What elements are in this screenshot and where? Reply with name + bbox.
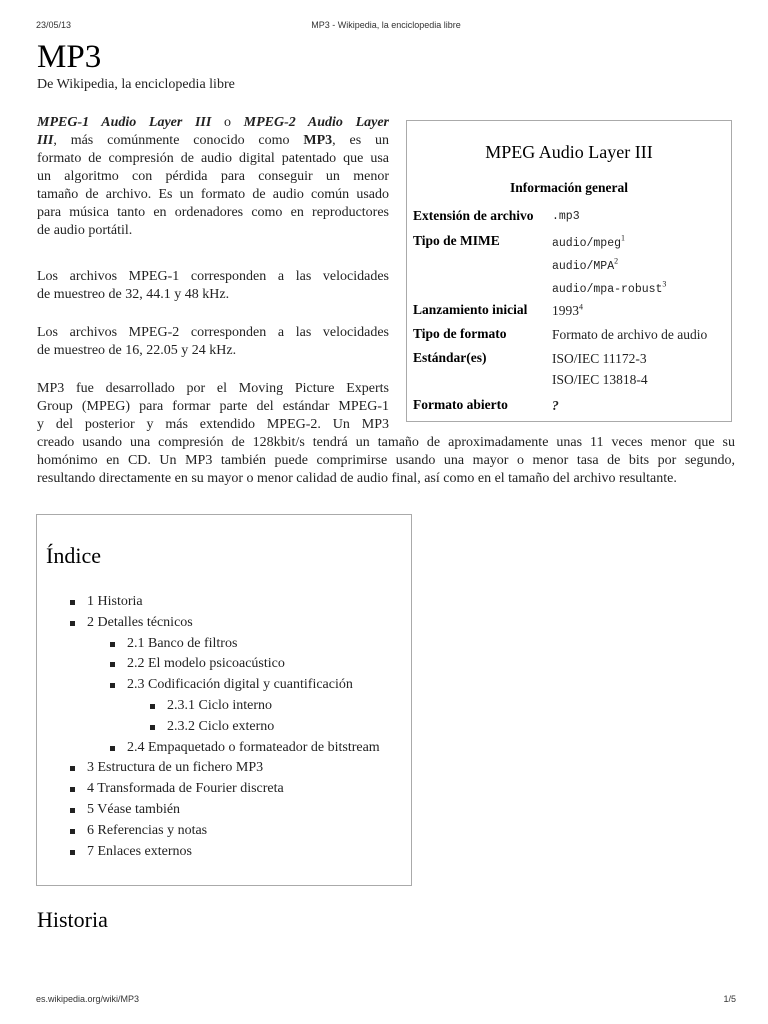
p1-line-5: tamaño de archivo. Es un formato de audio común usado <box>37 187 389 202</box>
toc-item-number: 2.4 <box>127 739 145 755</box>
p1-line-4: un algoritmo con pérdida para conseguir un menor <box>37 169 389 184</box>
toc-item[interactable] <box>127 676 353 694</box>
print-url: es.wikipedia.org/wiki/MP3 <box>36 994 140 1004</box>
bullet-icon <box>150 725 155 730</box>
infobox-label: Formato abierto <box>413 397 508 412</box>
toc-item-number: 2.3.1 <box>167 698 195 713</box>
toc-item[interactable] <box>87 801 180 819</box>
p1-line-3: formato de compresión de audio digital patentado que usa <box>37 151 389 166</box>
toc-item-label: Codificación digital y cuantificación <box>148 677 353 693</box>
p1-line-6: para música tanto en ordenadores como en reproductores <box>37 205 389 220</box>
term-mp3: MP3 <box>303 133 333 148</box>
toc-item[interactable] <box>127 635 237 653</box>
p4-line-2: Group (MPEG) para formar parte del estándar MPEG-1 <box>37 399 389 414</box>
p3-line-1: Los archivos MPEG-2 corresponden a las velocidades <box>37 325 389 340</box>
standard: ISO/IEC 11172-3 <box>552 351 647 366</box>
infobox-value: Formato de archivo de audio <box>552 327 708 342</box>
bullet-icon <box>110 683 115 688</box>
standard: ISO/IEC 13818-4 <box>552 372 648 387</box>
toc-item-label: Ciclo externo <box>198 718 275 734</box>
bullet-icon <box>70 850 75 855</box>
toc-item[interactable] <box>87 593 143 611</box>
footnote-ref[interactable]: 4 <box>579 302 583 312</box>
p4-line-3: y del posterior y más extendido MPEG-2. Un MP3 <box>37 417 389 432</box>
toc-item-label: Detalles técnicos <box>97 614 193 630</box>
table-of-contents <box>36 514 412 886</box>
bullet-icon <box>150 704 155 709</box>
bullet-icon <box>70 787 75 792</box>
term-mpeg2-cont: III <box>37 133 54 148</box>
release-year: 1993 <box>552 303 579 318</box>
toc-item-number: 1 <box>87 594 94 609</box>
infobox-value[interactable]: ? <box>552 398 559 413</box>
toc-item-label: Véase también <box>97 802 181 817</box>
p4-line-6: resultando directamente en su mayor o menor calidad de audio final, así como en el tamaño del archivo resultante. <box>37 471 677 486</box>
toc-item[interactable] <box>87 780 284 798</box>
toc-item[interactable] <box>127 739 380 757</box>
bullet-icon <box>70 829 75 834</box>
toc-item-label: Empaquetado o formateador de bitstream <box>148 739 380 755</box>
p1-line-2 <box>37 132 389 150</box>
p4-line-1: MP3 fue desarrollado por el Moving Picture Experts <box>37 381 389 396</box>
p1-text: , más comúnmente conocido como <box>53 133 304 148</box>
infobox-title: MPEG Audio Layer III <box>485 142 653 162</box>
infobox-value <box>552 300 583 321</box>
bullet-icon <box>110 662 115 667</box>
toc-item-label: Ciclo interno <box>198 698 272 713</box>
toc-item[interactable] <box>167 697 272 715</box>
section-heading-historia: Historia <box>37 907 108 932</box>
infobox-value: .mp3 <box>552 210 580 223</box>
term-mpeg2: MPEG-2 Audio Layer <box>243 115 389 130</box>
toc-item[interactable] <box>87 843 192 861</box>
footnote-ref[interactable]: 3 <box>662 279 667 289</box>
toc-item-label: Historia <box>97 594 143 609</box>
intro-paragraph-1 <box>37 114 389 240</box>
bullet-icon <box>70 766 75 771</box>
infobox-label: Tipo de formato <box>413 326 507 341</box>
toc-item-number: 5 <box>87 802 94 817</box>
toc-item-label: Banco de filtros <box>148 635 238 651</box>
infobox-label: Lanzamiento inicial <box>413 302 528 317</box>
p2-line-2: de muestreo de 32, 44.1 y 48 kHz. <box>37 287 230 302</box>
p2-line-1: Los archivos MPEG-1 corresponden a las velocidades <box>37 269 389 284</box>
infobox-section-header: Información general <box>509 180 629 195</box>
toc-item[interactable] <box>87 822 207 840</box>
bullet-icon <box>70 808 75 813</box>
toc-item-number: 4 <box>87 781 94 797</box>
infobox-label: Tipo de MIME <box>413 233 500 248</box>
toc-item-number: 2.1 <box>127 635 145 651</box>
print-footer <box>36 994 736 1006</box>
p1-line-7: de audio portátil. <box>37 223 133 238</box>
bullet-icon <box>110 746 115 751</box>
infobox-label: Extensión de archivo <box>413 208 534 223</box>
mime-type: audio/mpa-robust <box>552 283 663 296</box>
footnote-ref[interactable]: 2 <box>614 256 619 266</box>
p3-line-2: de muestreo de 16, 22.05 y 24 kHz. <box>37 343 237 358</box>
bullet-icon <box>70 600 75 605</box>
toc-item-number: 2 <box>87 614 94 630</box>
toc-item-number: 2.3 <box>127 677 145 693</box>
page-subtitle: De Wikipedia, la enciclopedia libre <box>37 77 235 92</box>
toc-item-number: 6 <box>87 822 94 838</box>
article-header <box>37 38 735 94</box>
toc-item[interactable] <box>167 718 274 736</box>
mime-type: audio/MPA <box>552 260 615 273</box>
term-mpeg1: MPEG-1 Audio Layer III <box>37 115 212 130</box>
toc-item[interactable] <box>87 759 263 777</box>
toc-item[interactable] <box>87 614 193 632</box>
infobox-label: Estándar(es) <box>413 350 487 365</box>
page-title: MP3 <box>37 39 102 75</box>
toc-item-number: 2.3.2 <box>167 718 195 734</box>
toc-title: Índice <box>46 543 101 568</box>
bullet-icon <box>110 642 115 647</box>
print-page-title: MP3 - Wikipedia, la enciclopedia libre <box>311 20 461 30</box>
p1-text: , es un <box>332 133 389 148</box>
bullet-icon <box>70 621 75 626</box>
toc-item[interactable] <box>127 655 285 673</box>
intro-paragraph-3 <box>37 324 389 360</box>
p4-line-4: creado usando una compresión de 128kbit/s tendrá un tamaño de aproximadamente unas 11 veces menor que su <box>37 435 735 450</box>
p1-text: o <box>211 115 244 130</box>
print-date: 23/05/13 <box>36 20 72 30</box>
print-header <box>36 20 736 32</box>
p4-line-5: homónimo en CD. Un MP3 también puede comprimirse usando una mayor o menor tasa de bits por segundo, <box>37 453 735 468</box>
toc-item-number: 3 <box>87 760 94 776</box>
toc-item-number: 7 <box>87 843 94 859</box>
p1-line-1 <box>37 114 389 132</box>
toc-item-label: Enlaces externos <box>97 843 192 859</box>
infobox <box>406 120 732 422</box>
mime-type: audio/mpeg <box>552 237 622 250</box>
toc-item-label: El modelo psicoacústico <box>148 656 285 672</box>
print-page-number: 1/5 <box>723 994 736 1004</box>
intro-paragraph-2 <box>37 268 389 304</box>
toc-item-label: Estructura de un fichero MP3 <box>97 760 264 776</box>
footnote-ref[interactable]: 1 <box>621 233 626 243</box>
infobox-value <box>552 348 648 390</box>
toc-item-label: Transformada de Fourier discreta <box>97 781 284 797</box>
toc-item-number: 2.2 <box>127 656 145 672</box>
toc-item-label: Referencias y notas <box>97 822 208 838</box>
infobox-value <box>552 231 666 300</box>
